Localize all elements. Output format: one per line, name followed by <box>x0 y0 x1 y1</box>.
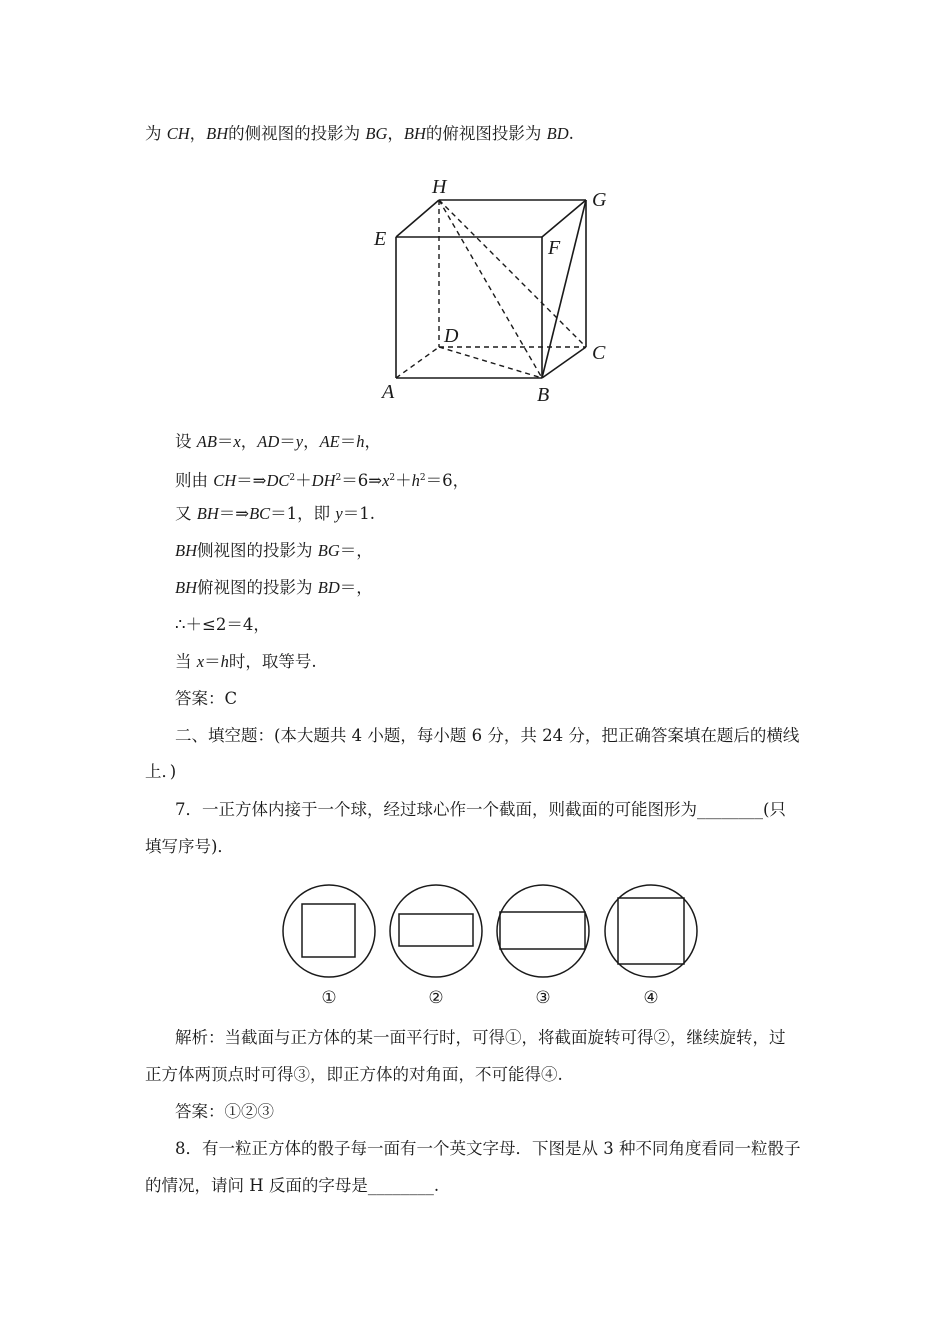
edge-AD <box>396 347 439 378</box>
cube-figure <box>365 170 625 410</box>
q8-line-2: 的情况，请问 H 反面的字母是________. <box>145 1176 440 1195</box>
q7-analysis-line-1: 解析：当截面与正方体的某一面平行时，可得①，将截面旋转可得②，继续旋转，过 <box>175 1028 786 1047</box>
q8-line-1: 8．有一粒正方体的骰子每一面有一个英文字母．下图是从 3 种不同角度看同一粒骰子 <box>175 1139 801 1158</box>
intro-line: 为 CH，BH的侧视图的投影为 BG，BH的俯视图投影为 BD. <box>145 124 574 143</box>
solution-line-6: ∴＋≤2＝4， <box>175 615 270 634</box>
label-G: G <box>592 189 607 211</box>
solution-answer: 答案：C <box>175 689 238 708</box>
option-label-3: ③ <box>535 988 551 1008</box>
edge-HB <box>439 200 542 378</box>
edge-EH <box>396 200 439 237</box>
option-3-shape <box>497 885 589 977</box>
label-C: C <box>592 342 606 364</box>
label-H: H <box>432 176 447 198</box>
q7-line-2: 填写序号)． <box>145 837 234 856</box>
label-A: A <box>382 381 395 403</box>
label-F: F <box>548 237 561 259</box>
option-label-2: ② <box>428 988 444 1008</box>
q7-answer: 答案：①②③ <box>175 1102 274 1121</box>
label-B: B <box>537 384 550 406</box>
option-label-1: ① <box>321 988 337 1008</box>
option-2-shape <box>390 885 482 977</box>
edge-FG <box>542 200 586 237</box>
section2-line-2: 上．) <box>145 762 177 781</box>
solution-line-7: 当 x＝h时，取等号. <box>175 652 317 671</box>
label-D: D <box>444 325 459 347</box>
label-E: E <box>374 228 387 250</box>
solution-line-3: 又 BH＝⇒BC＝1，即 y＝1. <box>175 504 375 523</box>
edge-HC <box>439 200 586 347</box>
option-4-shape <box>605 885 697 977</box>
solution-line-4: BH侧视图的投影为 BG＝， <box>175 541 373 560</box>
section2-line-1: 二、填空题：(本大题共 4 小题，每小题 6 分，共 24 分，把正确答案填在题后的横线 <box>175 726 800 745</box>
option-label-4: ④ <box>643 988 659 1008</box>
option-1-shape <box>283 885 375 977</box>
solution-line-1: 设 AB＝x，AD＝y，AE＝h， <box>175 432 381 451</box>
q7-line-1: 7．一正方体内接于一个球，经过球心作一个截面，则截面的可能图形为________(只 <box>175 800 786 819</box>
q7-figure <box>275 880 735 985</box>
solution-line-5: BH俯视图的投影为 BD＝， <box>175 578 373 597</box>
q7-analysis-line-2: 正方体两顶点时可得③，即正方体的对角面，不可能得④. <box>145 1065 563 1084</box>
solution-line-2: 则由 $CH=\Rightarrow DC^2+DH^2=6\Rightarrow x^2+h^2=6$， <box>175 471 470 490</box>
